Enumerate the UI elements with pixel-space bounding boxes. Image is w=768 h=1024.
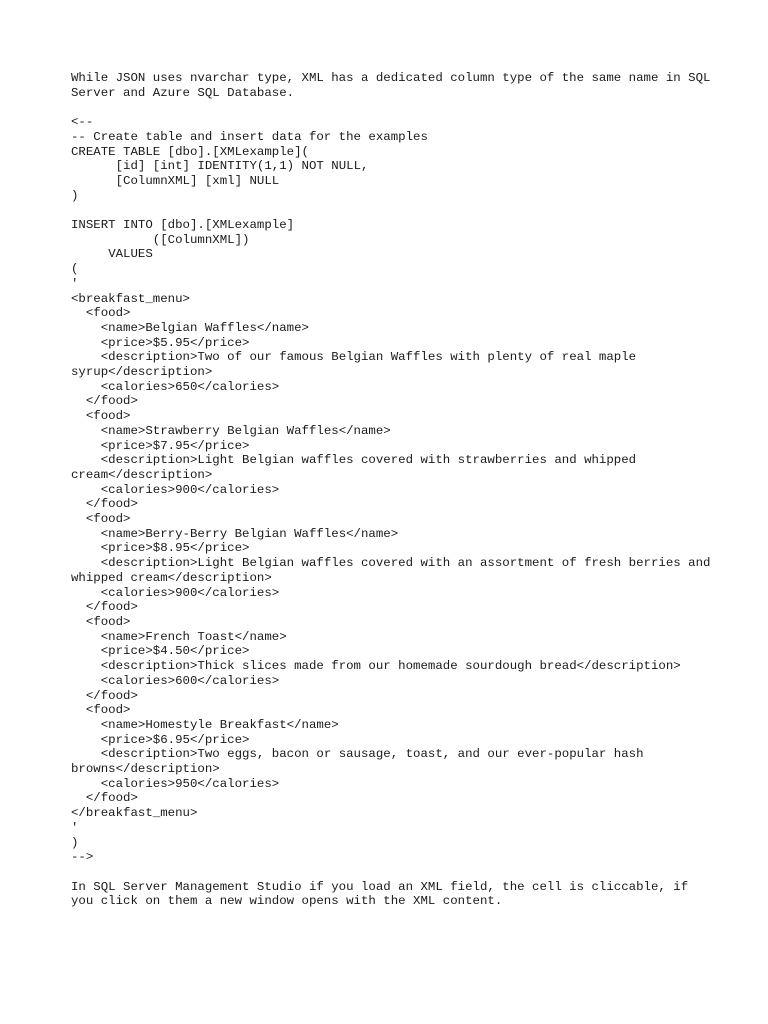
code-line: <calories>650</calories> xyxy=(71,379,280,394)
code-line: <name>French Toast</name> xyxy=(71,629,287,644)
code-line: <food> xyxy=(71,512,131,527)
code-line: <description>Two of our famous Belgian Waffles with plenty of real maple syrup</description> xyxy=(71,350,644,380)
code-line: <description>Thick slices made from our homemade sourdough bread</description> xyxy=(71,659,681,674)
code-line: -- Create table and insert data for the examples xyxy=(71,129,428,144)
code-line: <calories>900</calories> xyxy=(71,585,280,600)
intro-paragraph: While JSON uses nvarchar type, XML has a dedicated column type of the same name in SQL Server and Azure SQL Database. xyxy=(71,71,718,100)
code-block xyxy=(71,115,718,865)
code-line: <description>Light Belgian waffles covered with strawberries and whipped cream</description> xyxy=(71,453,644,482)
code-line: <calories>900</calories> xyxy=(71,482,280,497)
code-line: ' xyxy=(71,820,79,835)
code-line: <name>Homestyle Breakfast</name> xyxy=(71,717,339,732)
document-page xyxy=(71,71,718,909)
code-line: --> xyxy=(71,850,94,865)
code-line: </food> xyxy=(71,394,138,409)
code-line: VALUES xyxy=(71,247,153,262)
code-line: </food> xyxy=(71,497,138,512)
code-line: ' xyxy=(71,276,79,291)
code-line: <food> xyxy=(71,306,131,321)
code-line: [id] [int] IDENTITY(1,1) NOT NULL, xyxy=(71,159,369,174)
code-line xyxy=(71,203,711,218)
code-line: <price>$4.50</price> xyxy=(71,644,250,659)
code-line: [ColumnXML] [xml] NULL xyxy=(71,173,280,188)
spacer xyxy=(71,100,711,115)
code-line: <price>$7.95</price> xyxy=(71,438,250,453)
code-line: ( xyxy=(71,262,79,277)
code-line: </food> xyxy=(71,791,138,806)
code-line: <calories>950</calories> xyxy=(71,776,280,791)
code-line: </food> xyxy=(71,600,138,615)
outro-paragraph: In SQL Server Management Studio if you load an XML field, the cell is cliccable, if you click on them a new window opens with the XML content. xyxy=(71,879,696,909)
code-line: </breakfast_menu> xyxy=(71,806,198,821)
code-line: <food> xyxy=(71,409,131,424)
code-line: ) xyxy=(71,188,79,203)
code-line: <price>$6.95</price> xyxy=(71,732,250,747)
code-line: <-- xyxy=(71,115,94,130)
code-line: <name>Belgian Waffles</name> xyxy=(71,320,309,335)
code-line: INSERT INTO [dbo].[XMLexample] xyxy=(71,218,295,232)
code-line: <description>Light Belgian waffles covered with an assortment of fresh berries and whipped cream</description> xyxy=(71,556,718,585)
code-line: <description>Two eggs, bacon or sausage, toast, and our ever-popular hash browns</description> xyxy=(71,747,651,777)
code-line: <price>$5.95</price> xyxy=(71,335,250,350)
code-line: <food> xyxy=(71,614,131,629)
code-line: <name>Berry-Berry Belgian Waffles</name> xyxy=(71,526,399,541)
code-line: ) xyxy=(71,835,79,850)
code-line: <calories>600</calories> xyxy=(71,673,280,688)
code-line: <food> xyxy=(71,703,131,718)
code-line: CREATE TABLE [dbo].[XMLexample]( xyxy=(71,144,309,159)
code-line: <name>Strawberry Belgian Waffles</name> xyxy=(71,423,391,438)
code-line: ([ColumnXML]) xyxy=(71,232,250,247)
code-line: <breakfast_menu> xyxy=(71,291,190,306)
code-line: </food> xyxy=(71,688,138,703)
spacer xyxy=(71,865,711,880)
code-line: <price>$8.95</price> xyxy=(71,541,250,556)
